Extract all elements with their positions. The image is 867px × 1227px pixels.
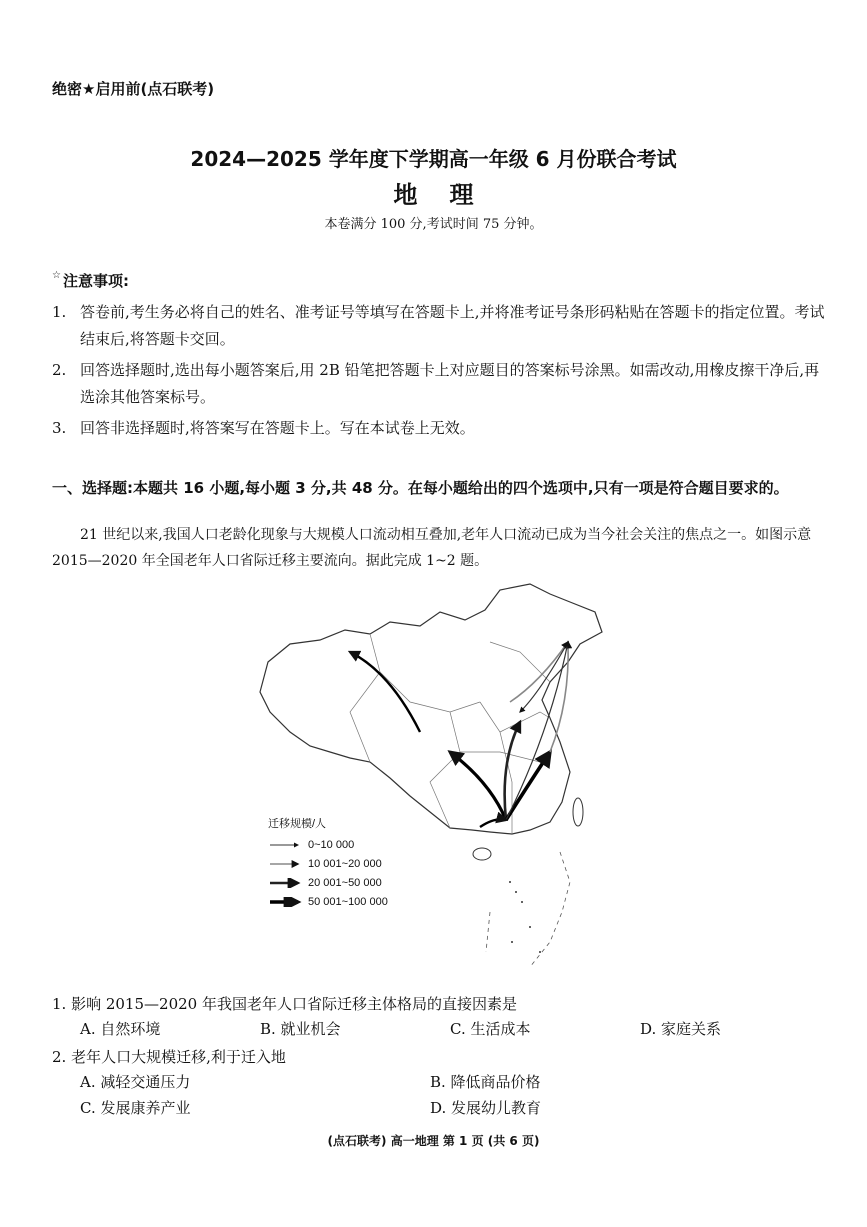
taiwan-island [573, 798, 583, 826]
note-item: 1. 答卷前,考生务必将自己的姓名、准考证号等填写在答题卡上,并将准考证号条形码粘贴在答题卡的指定位置。考试结束后,将答题卡交回。 [52, 303, 825, 348]
option-a[interactable]: A. 减轻交通压力 [80, 1073, 191, 1091]
question-2-options [80, 1071, 780, 1123]
note-item: 2. 回答选择题时,选出每小题答案后,用 2B 铅笔把答题卡上对应题目的答案标号涂黑。如需改动,用橡皮擦干净后,再选涂其他答案标号。 [52, 361, 820, 406]
legend-item: 50 001~100 000 [308, 895, 388, 908]
hainan-island [473, 848, 491, 860]
south-sea-islands [509, 881, 541, 953]
option-c[interactable]: C. 发展康养产业 [80, 1099, 191, 1117]
exam-title: 2024—2025 学年度下学期高一年级 6 月份联合考试 [190, 147, 677, 171]
notes-title: ☆ 注意事项: [52, 270, 129, 290]
legend-item: 20 001~50 000 [308, 876, 382, 889]
legend-item: 10 001~20 000 [308, 857, 382, 870]
option-a[interactable]: A. 自然环境 [80, 1020, 161, 1038]
south-sea-line [486, 852, 570, 967]
legend-title: 迁移规模/人 [268, 818, 327, 830]
section-heading: 一、选择题:本题共 16 小题,每小题 3 分,共 48 分。在每小题给出的四个选项中,只有一项是符合题目要求的。 [52, 479, 789, 497]
secret-label: 绝密★启用前(点石联考) [52, 80, 215, 98]
page-footer: (点石联考) 高一地理 第 1 页 (共 6 页) [327, 1134, 540, 1148]
option-b[interactable]: B. 就业机会 [260, 1020, 341, 1038]
option-d[interactable]: D. 家庭关系 [640, 1020, 722, 1038]
subject-title: 地理 [393, 181, 506, 209]
question-1-stem: 1. 影响 2015—2020 年我国老年人口省际迁移主体格局的直接因素是 [52, 995, 517, 1013]
option-d[interactable]: D. 发展幼儿教育 [430, 1099, 542, 1117]
china-migration-map [250, 582, 620, 982]
migration-arrows [350, 642, 568, 827]
notes-list [52, 299, 832, 446]
map-legend [268, 815, 428, 911]
exam-meta: 本卷满分 100 分,考试时间 75 分钟。 [324, 217, 543, 232]
option-b[interactable]: B. 降低商品价格 [430, 1073, 541, 1091]
star-icon: ☆ [52, 270, 61, 281]
legend-item: 0~10 000 [308, 838, 355, 851]
option-c[interactable]: C. 生活成本 [450, 1020, 531, 1038]
question-2-stem: 2. 老年人口大规模迁移,利于迁入地 [52, 1048, 286, 1066]
question-1-options [80, 1018, 780, 1039]
note-item: 3. 回答非选择题时,将答案写在答题卡上。写在本试卷上无效。 [52, 419, 475, 437]
question-intro: 21 世纪以来,我国人口老龄化现象与大规模人口流动相互叠加,老年人口流动已成为当今社会关注的焦点之一。如图示意 2015—2020 年全国老年人口省际迁移主要流向。据此完成 1~2 题。 [52, 527, 812, 569]
